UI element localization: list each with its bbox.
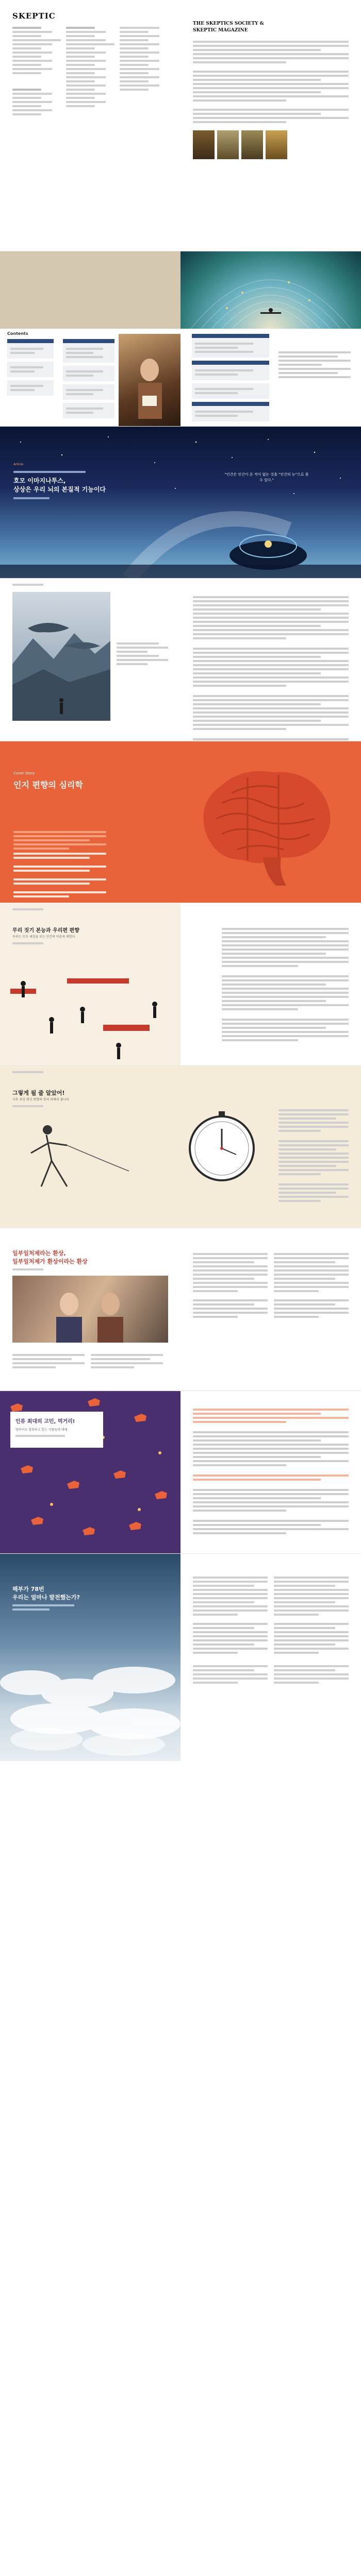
brain-maze-illustration (186, 757, 340, 891)
cover2-subtitle: 우리는 모두 세상을 보는 인간의 마음과 대한다 (12, 935, 75, 939)
page-whales-right (180, 579, 361, 741)
skeptic-logo: SKEPTIC (12, 11, 56, 21)
whale-illustration (12, 592, 110, 721)
page-contents-right (180, 251, 361, 426)
pocket-watch (180, 1097, 273, 1200)
page-monogamy-right (180, 1228, 361, 1391)
cover5-subtitle: 항바이오 섭취하고 있는 식품들에 대해 (15, 1428, 68, 1432)
cover5-title: 인류 최대의 고민, 먹거리! (15, 1419, 75, 1425)
cover4-title-line2: 일부일처제가 환상이라는 환상 (12, 1258, 88, 1265)
spread-tribalism (0, 903, 361, 1066)
star-trails-image (180, 251, 361, 329)
magazine-cover (241, 130, 263, 159)
magazine-title: THE SKEPTICS SOCIETY & SKEPTIC MAGAZINE (193, 21, 264, 33)
spread-whales (0, 579, 361, 741)
cover1-tag: Cover Story (13, 771, 35, 775)
magazine-cover (266, 130, 287, 159)
page-hindsight-left (0, 1066, 180, 1228)
magazine-cover (217, 130, 239, 159)
page-tribalism-right (180, 903, 361, 1065)
page-monogamy-left (0, 1228, 180, 1391)
feature-tag: Article (13, 463, 24, 466)
page-whales-left (0, 579, 180, 741)
spread-monogamy (0, 1228, 361, 1391)
page-autopsy-right (180, 1554, 361, 1761)
spread-contents (0, 251, 361, 427)
spread-imagination-feature (0, 427, 361, 579)
feature-quote: "인간은 인간이 본 적이 없는 것을 "인간의 눈"으로 볼 수 있다." (224, 472, 309, 482)
spread-hindsight (0, 1066, 361, 1228)
cover4-title-line1: 일부일처제라는 환상, (12, 1250, 66, 1257)
cover2-title: 무리 짓기 본능과 우리편 편향 (12, 928, 79, 934)
page-food-right (180, 1391, 361, 1553)
contents-heading: Contents (7, 331, 28, 336)
feature-title-line2: 상상은 우리 뇌의 본질적 기능이다 (13, 486, 106, 493)
spread-food (0, 1391, 361, 1554)
cover6-title-line2: 우리는 얼마나 발전했는가? (12, 1594, 80, 1601)
cover6-title-line1: 해부가 78번 (12, 1586, 44, 1592)
runner-clock-illustration (0, 1114, 180, 1228)
page-autopsy-left (0, 1554, 180, 1761)
page-masthead-right (180, 0, 361, 251)
page-food-left (0, 1391, 180, 1553)
magazine-covers (193, 130, 349, 159)
magazine-cover (193, 130, 215, 159)
couple-photo (12, 1276, 168, 1343)
night-sky-illustration (0, 427, 361, 579)
feature-title-line1: 호모 이마지나투스, (13, 477, 66, 484)
cover3-subtitle: 사후 과잉 확신 편향의 원리 파헤쳐 줍니다 (12, 1098, 69, 1101)
spread-masthead (0, 0, 361, 251)
page-hindsight-right (180, 1066, 361, 1228)
spread-autopsy (0, 1554, 361, 1761)
reading-photo (119, 334, 180, 426)
page-masthead-left (0, 0, 180, 251)
page-contents-left (0, 251, 180, 426)
cover1-title: 인지 편향의 심리학 (13, 780, 83, 790)
page-tribalism-left (0, 903, 180, 1065)
cover3-title: 그렇게 될 줄 알았어! (12, 1090, 65, 1096)
spread-cognitive-bias (0, 741, 361, 903)
tribe-illustration (0, 958, 180, 1065)
